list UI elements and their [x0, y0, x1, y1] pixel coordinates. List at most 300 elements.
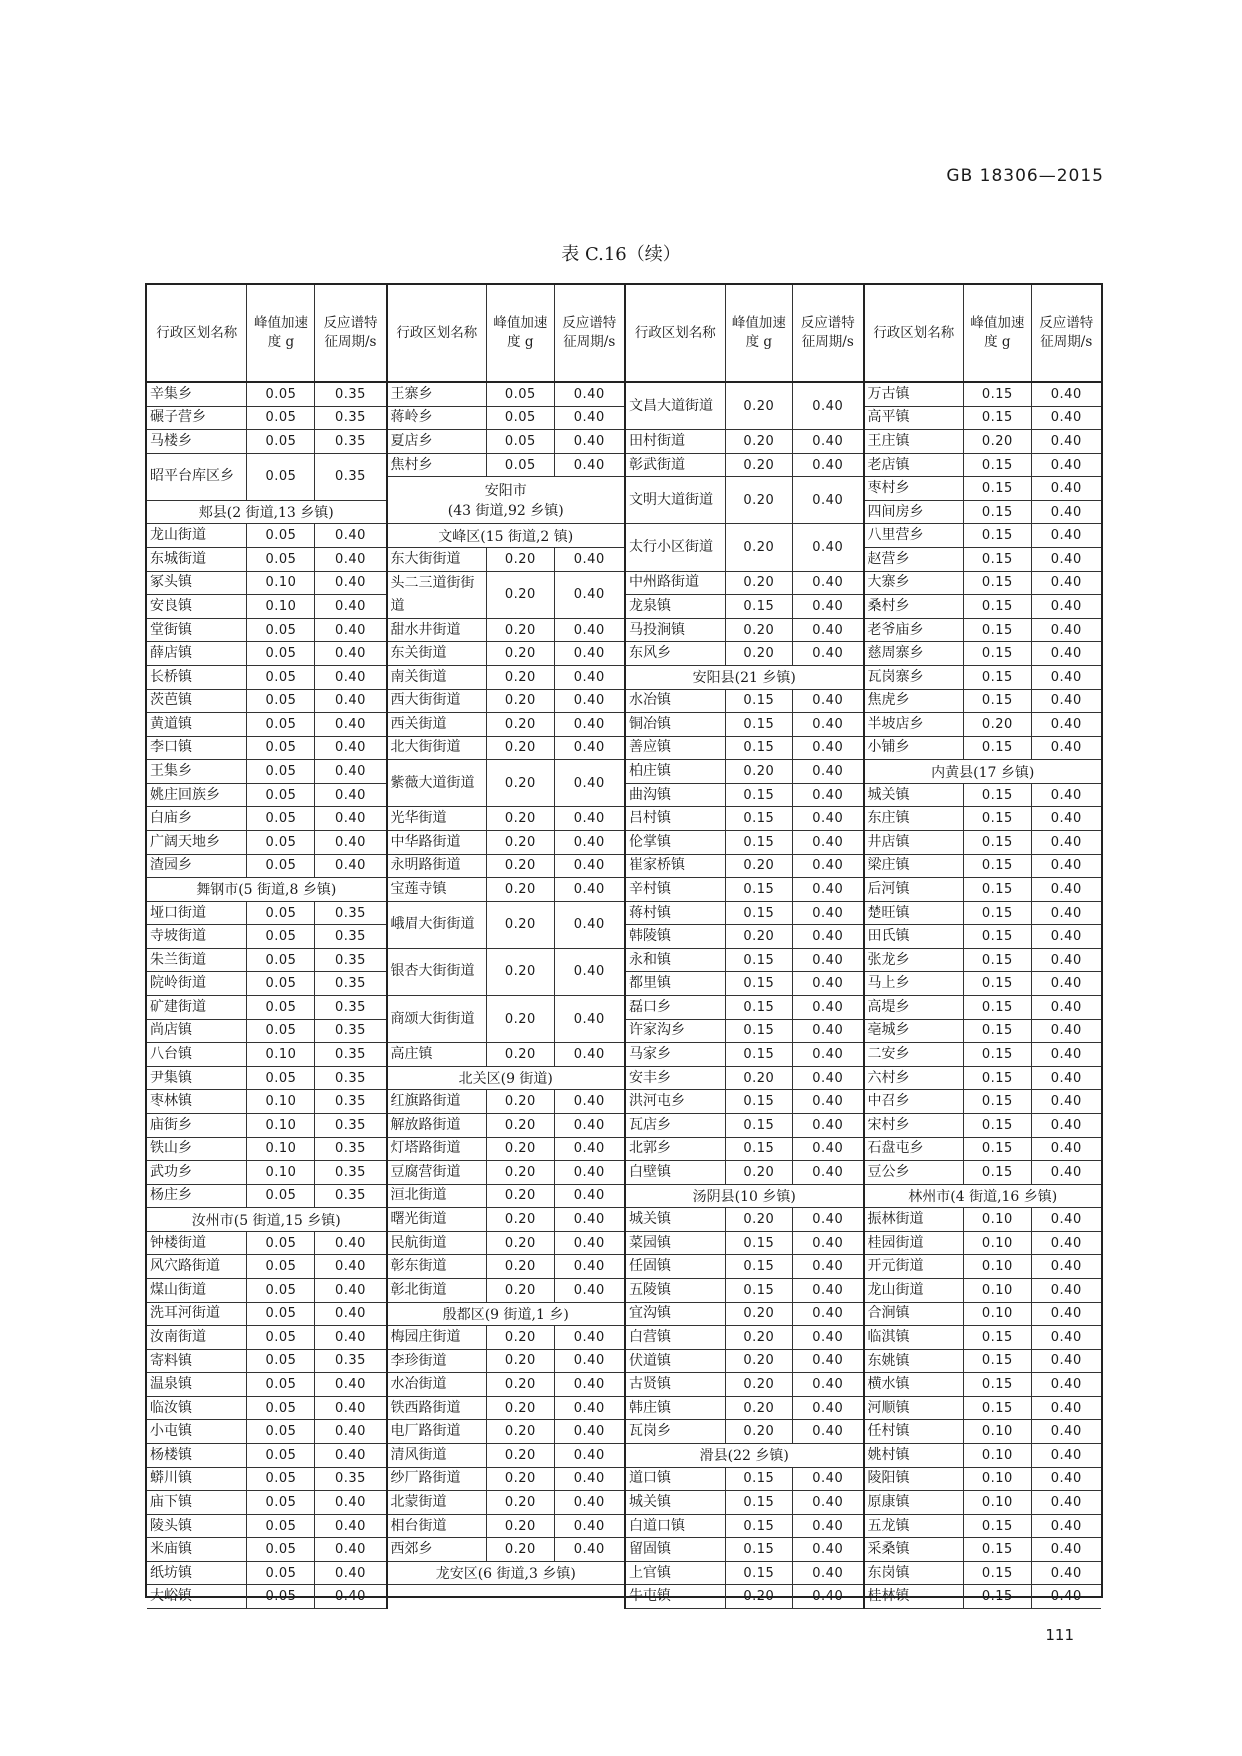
peak-acceleration: 0.20	[725, 1420, 792, 1443]
peak-acceleration: 0.05	[246, 996, 314, 1019]
characteristic-period: 0.40	[314, 1420, 385, 1443]
region-name: 临淇镇	[867, 1328, 910, 1345]
characteristic-period: 0.40	[1031, 1232, 1101, 1255]
table-row	[388, 548, 625, 572]
peak-acceleration: 0.15	[963, 1350, 1030, 1373]
characteristic-period: 0.40	[792, 1208, 862, 1231]
section-title: 龙安区(6 街道,3 乡镇)	[435, 1566, 576, 1583]
table-row	[626, 524, 863, 571]
region-name: 银杏大街街道	[390, 963, 475, 980]
region-name: 灯塔路街道	[390, 1140, 461, 1157]
peak-acceleration: 0.15	[725, 902, 792, 925]
characteristic-period: 0.40	[1031, 737, 1101, 760]
region-name: 院岭街道	[150, 975, 206, 992]
table-row	[626, 878, 863, 902]
table-row	[147, 690, 386, 714]
table-row	[388, 1350, 625, 1374]
characteristic-period: 0.35	[314, 925, 385, 948]
characteristic-period: 0.40	[554, 996, 624, 1042]
peak-acceleration: 0.05	[246, 1397, 314, 1420]
region-name: 伦掌镇	[629, 833, 671, 850]
peak-acceleration: 0.15	[725, 713, 792, 736]
region-name: 铜冶镇	[629, 715, 671, 732]
table-header	[147, 285, 386, 383]
table-row	[865, 1114, 1102, 1138]
characteristic-period: 0.40	[314, 831, 385, 854]
characteristic-period: 0.40	[1031, 619, 1101, 642]
characteristic-period: 0.40	[554, 1468, 624, 1491]
region-name: 韩庄镇	[629, 1399, 671, 1416]
peak-acceleration: 0.15	[963, 690, 1030, 713]
page-number: 111	[1045, 1626, 1074, 1644]
table-row	[147, 831, 386, 855]
peak-acceleration: 0.20	[486, 619, 553, 642]
peak-acceleration: 0.20	[725, 1161, 792, 1184]
section-title: 殷都区(9 街道,1 乡)	[442, 1306, 569, 1323]
region-name: 安良镇	[150, 598, 192, 614]
region-name: 崔家桥镇	[629, 857, 685, 874]
region-name: 堂街镇	[150, 621, 192, 638]
table-row	[147, 1138, 386, 1162]
peak-acceleration: 0.05	[246, 1279, 314, 1302]
region-name: 任固镇	[629, 1258, 671, 1275]
region-name: 李口镇	[150, 739, 192, 756]
characteristic-period: 0.40	[314, 690, 385, 713]
table-row	[388, 619, 625, 643]
characteristic-period: 0.40	[554, 1185, 624, 1208]
peak-acceleration: 0.15	[725, 1468, 792, 1491]
region-name: 任村镇	[867, 1423, 910, 1440]
region-name: 城关镇	[867, 786, 910, 803]
characteristic-period: 0.40	[314, 1255, 385, 1278]
characteristic-period: 0.40	[1031, 572, 1101, 595]
characteristic-period: 0.40	[554, 902, 624, 948]
peak-acceleration: 0.05	[246, 690, 314, 713]
region-name: 瓦岗乡	[629, 1423, 671, 1440]
peak-acceleration: 0.10	[246, 1114, 314, 1137]
table-row	[388, 1326, 625, 1350]
table-row	[147, 713, 386, 737]
peak-acceleration: 0.20	[486, 1397, 553, 1420]
table-row	[626, 1397, 863, 1421]
region-name: 太行小区街道	[629, 539, 713, 556]
table-row	[626, 1090, 863, 1114]
section-title: 内黄县(17 乡镇)	[931, 764, 1035, 781]
header-period: 反应谱特征周期/s	[792, 285, 862, 381]
characteristic-period: 0.40	[1031, 1420, 1101, 1443]
peak-acceleration: 0.20	[486, 878, 553, 901]
characteristic-period: 0.35	[314, 430, 385, 453]
characteristic-period: 0.40	[314, 784, 385, 807]
region-name: 后河镇	[867, 880, 910, 897]
peak-acceleration: 0.15	[963, 1114, 1030, 1137]
table-row	[865, 642, 1102, 666]
peak-acceleration: 0.15	[963, 524, 1030, 547]
region-name: 梁庄镇	[867, 857, 910, 874]
characteristic-period: 0.40	[554, 855, 624, 878]
characteristic-period: 0.40	[554, 642, 624, 665]
characteristic-period: 0.40	[1031, 713, 1101, 736]
peak-acceleration: 0.20	[725, 760, 792, 783]
region-name: 白庙乡	[150, 810, 192, 827]
peak-acceleration: 0.15	[725, 784, 792, 807]
region-name: 曲沟镇	[629, 786, 671, 803]
table-row	[147, 1373, 386, 1397]
table-row	[388, 902, 625, 949]
table-row	[388, 1138, 625, 1162]
peak-acceleration: 0.20	[725, 477, 792, 523]
peak-acceleration: 0.15	[725, 1562, 792, 1585]
characteristic-period: 0.40	[314, 1538, 385, 1561]
section-row	[388, 477, 625, 524]
characteristic-period: 0.40	[1031, 1350, 1101, 1373]
characteristic-period: 0.40	[1031, 1326, 1101, 1349]
peak-acceleration: 0.15	[963, 1020, 1030, 1043]
region-name: 垭口街道	[150, 904, 206, 921]
characteristic-period: 0.40	[792, 855, 862, 878]
characteristic-period: 0.40	[1031, 925, 1101, 948]
table-row	[388, 713, 625, 737]
region-name: 西大街街道	[390, 692, 461, 709]
region-name: 钟楼街道	[150, 1234, 206, 1251]
table-row	[147, 996, 386, 1020]
region-name: 薛店镇	[150, 645, 192, 662]
peak-acceleration: 0.15	[725, 1491, 792, 1514]
table-row	[626, 737, 863, 761]
table-row	[388, 949, 625, 996]
peak-acceleration: 0.15	[725, 1114, 792, 1137]
characteristic-period: 0.40	[314, 1562, 385, 1585]
peak-acceleration: 0.15	[963, 1067, 1030, 1090]
peak-acceleration: 0.20	[486, 1232, 553, 1255]
peak-acceleration: 0.20	[486, 548, 553, 571]
peak-acceleration: 0.20	[486, 996, 553, 1042]
table-row	[626, 902, 863, 926]
peak-acceleration: 0.05	[246, 1562, 314, 1585]
table-row	[865, 690, 1102, 714]
peak-acceleration: 0.20	[486, 760, 553, 806]
table-row	[147, 619, 386, 643]
table-row	[388, 1538, 625, 1562]
peak-acceleration: 0.15	[725, 1255, 792, 1278]
table-row	[147, 595, 386, 619]
peak-acceleration: 0.20	[963, 713, 1030, 736]
characteristic-period: 0.40	[792, 784, 862, 807]
characteristic-period: 0.40	[792, 1373, 862, 1396]
table-row	[626, 1468, 863, 1492]
peak-acceleration: 0.05	[246, 972, 314, 995]
peak-acceleration: 0.05	[246, 1067, 314, 1090]
region-name: 龙山街道	[867, 1281, 924, 1298]
table-row	[626, 1067, 863, 1091]
peak-acceleration: 0.20	[486, 1208, 553, 1231]
peak-acceleration: 0.15	[725, 949, 792, 972]
table-row	[626, 454, 863, 478]
peak-acceleration: 0.15	[963, 454, 1030, 477]
peak-acceleration: 0.20	[486, 666, 553, 689]
table-row	[388, 1090, 625, 1114]
characteristic-period: 0.40	[314, 713, 385, 736]
section-row	[388, 1562, 625, 1586]
region-name: 冢头镇	[150, 574, 192, 591]
region-name: 洹北街道	[390, 1187, 447, 1204]
peak-acceleration: 0.15	[963, 831, 1030, 854]
section-title: 舞钢市(5 街道,8 乡镇)	[196, 882, 337, 899]
peak-acceleration: 0.20	[725, 524, 792, 570]
region-name: 姚庄回族乡	[150, 786, 220, 803]
region-name: 光华街道	[390, 810, 447, 827]
peak-acceleration: 0.05	[486, 430, 553, 453]
peak-acceleration: 0.15	[963, 737, 1030, 760]
table-row	[147, 1303, 386, 1327]
peak-acceleration: 0.20	[725, 1303, 792, 1326]
peak-acceleration: 0.05	[246, 1185, 314, 1208]
characteristic-period: 0.40	[1031, 949, 1101, 972]
peak-acceleration: 0.15	[725, 1515, 792, 1538]
table-row	[147, 925, 386, 949]
peak-acceleration: 0.20	[725, 1326, 792, 1349]
region-name: 彰北街道	[390, 1281, 447, 1298]
peak-acceleration: 0.20	[486, 1420, 553, 1443]
peak-acceleration: 0.20	[725, 1350, 792, 1373]
region-name: 蟒川镇	[150, 1470, 192, 1487]
table-row	[865, 1208, 1102, 1232]
peak-acceleration: 0.20	[486, 1444, 553, 1467]
peak-acceleration: 0.05	[246, 383, 314, 406]
peak-acceleration: 0.20	[486, 1515, 553, 1538]
region-name: 水冶街道	[390, 1376, 447, 1393]
peak-acceleration: 0.15	[725, 1279, 792, 1302]
region-name: 曙光街道	[390, 1211, 447, 1228]
table-row	[626, 572, 863, 596]
characteristic-period: 0.40	[792, 1067, 862, 1090]
region-name: 纸坊镇	[150, 1564, 192, 1581]
region-name: 上官镇	[629, 1564, 671, 1581]
characteristic-period: 0.40	[554, 1208, 624, 1231]
peak-acceleration: 0.15	[963, 548, 1030, 571]
table-row	[147, 1043, 386, 1067]
region-name: 民航街道	[390, 1234, 447, 1251]
characteristic-period: 0.40	[314, 619, 385, 642]
table-row	[865, 595, 1102, 619]
table-row	[388, 831, 625, 855]
region-name: 米庙镇	[150, 1541, 192, 1558]
region-name: 煤山街道	[150, 1281, 206, 1298]
peak-acceleration: 0.20	[486, 1326, 553, 1349]
characteristic-period: 0.40	[1031, 407, 1101, 430]
table-row	[865, 1090, 1102, 1114]
characteristic-period: 0.40	[792, 972, 862, 995]
table-row	[626, 1279, 863, 1303]
region-name: 马家乡	[629, 1045, 671, 1062]
characteristic-period: 0.40	[792, 760, 862, 783]
peak-acceleration: 0.20	[486, 642, 553, 665]
region-name: 铁西路街道	[390, 1399, 461, 1416]
region-name: 安丰乡	[629, 1069, 671, 1086]
peak-acceleration: 0.05	[486, 454, 553, 477]
region-name: 道口镇	[629, 1470, 671, 1487]
section-row	[147, 501, 386, 525]
table-block-2	[386, 285, 625, 1609]
peak-acceleration: 0.20	[725, 1067, 792, 1090]
region-name: 豆公乡	[867, 1163, 910, 1180]
peak-acceleration: 0.20	[725, 1397, 792, 1420]
peak-acceleration: 0.15	[963, 642, 1030, 665]
characteristic-period: 0.40	[554, 666, 624, 689]
header-period: 反应谱特征周期/s	[554, 285, 624, 381]
table-row	[626, 1232, 863, 1256]
table-row	[865, 902, 1102, 926]
table-row	[388, 760, 625, 807]
characteristic-period: 0.40	[792, 477, 862, 523]
region-name: 韩陵镇	[629, 928, 671, 945]
table-row	[388, 642, 625, 666]
peak-acceleration: 0.15	[725, 690, 792, 713]
table-row	[865, 1420, 1102, 1444]
peak-acceleration: 0.20	[486, 690, 553, 713]
table-row	[147, 1161, 386, 1185]
table-row	[865, 1562, 1102, 1586]
region-name: 枣林镇	[150, 1093, 192, 1110]
peak-acceleration: 0.10	[246, 1161, 314, 1184]
section-title: 安阳县(21 乡镇)	[692, 670, 796, 687]
characteristic-period: 0.40	[1031, 1161, 1101, 1184]
region-name: 枣村乡	[867, 480, 910, 497]
characteristic-period: 0.40	[792, 1420, 862, 1443]
region-name: 陵阳镇	[867, 1470, 910, 1487]
peak-acceleration: 0.05	[246, 1420, 314, 1443]
region-name: 东城街道	[150, 550, 206, 567]
table-row	[388, 1468, 625, 1492]
region-name: 赵营乡	[867, 550, 910, 567]
characteristic-period: 0.35	[314, 1185, 385, 1208]
region-name: 横水镇	[867, 1376, 910, 1393]
table-row	[865, 1232, 1102, 1256]
table-row	[626, 477, 863, 524]
peak-acceleration: 0.15	[963, 1090, 1030, 1113]
table-row	[388, 1114, 625, 1138]
region-name: 梅园庄街道	[390, 1328, 461, 1345]
table-row	[147, 902, 386, 926]
table-row	[388, 430, 625, 454]
peak-acceleration: 0.05	[246, 1326, 314, 1349]
region-name: 辛集乡	[150, 385, 192, 402]
peak-acceleration: 0.05	[246, 454, 314, 500]
characteristic-period: 0.40	[1031, 501, 1101, 524]
region-name: 辛村镇	[629, 880, 671, 897]
characteristic-period: 0.40	[554, 1279, 624, 1302]
region-name: 老店镇	[867, 456, 910, 473]
region-name: 宝莲寺镇	[390, 880, 447, 897]
region-name: 田氏镇	[867, 928, 910, 945]
region-name: 桂园街道	[867, 1234, 924, 1251]
region-name: 白道口镇	[629, 1517, 685, 1534]
peak-acceleration: 0.15	[963, 501, 1030, 524]
table-row	[147, 572, 386, 596]
characteristic-period: 0.35	[314, 996, 385, 1019]
peak-acceleration: 0.10	[246, 572, 314, 595]
peak-acceleration: 0.05	[246, 760, 314, 783]
table-row	[388, 690, 625, 714]
table-row	[147, 1397, 386, 1421]
peak-acceleration: 0.20	[725, 383, 792, 429]
peak-acceleration: 0.20	[725, 1585, 792, 1608]
header-pga: 峰值加速度 g	[725, 285, 792, 381]
peak-acceleration: 0.20	[725, 1208, 792, 1231]
characteristic-period: 0.40	[554, 1161, 624, 1184]
peak-acceleration: 0.20	[486, 1468, 553, 1491]
peak-acceleration: 0.05	[246, 1538, 314, 1561]
table-row	[626, 1326, 863, 1350]
region-name: 善应镇	[629, 739, 671, 756]
characteristic-period: 0.40	[792, 831, 862, 854]
table-row	[865, 737, 1102, 761]
peak-acceleration: 0.15	[963, 949, 1030, 972]
characteristic-period: 0.40	[1031, 666, 1101, 689]
peak-acceleration: 0.15	[725, 1538, 792, 1561]
characteristic-period: 0.40	[554, 1515, 624, 1538]
peak-acceleration: 0.20	[486, 572, 553, 618]
peak-acceleration: 0.10	[963, 1279, 1030, 1302]
table-row	[865, 1585, 1102, 1609]
region-name: 商颂大街街道	[390, 1010, 475, 1027]
table-row	[147, 524, 386, 548]
region-name: 中召乡	[867, 1093, 910, 1110]
header-period: 反应谱特征周期/s	[1031, 285, 1101, 381]
region-name: 吕村镇	[629, 810, 671, 827]
header-pga: 峰值加速度 g	[486, 285, 553, 381]
peak-acceleration: 0.15	[963, 572, 1030, 595]
characteristic-period: 0.40	[792, 1350, 862, 1373]
region-name: 温泉镇	[150, 1376, 192, 1393]
peak-acceleration: 0.20	[725, 572, 792, 595]
table-row	[388, 1491, 625, 1515]
peak-acceleration: 0.15	[963, 407, 1030, 430]
table-row	[147, 454, 386, 501]
section-title: 郏县(2 街道,13 乡镇)	[198, 505, 334, 522]
table-row	[626, 996, 863, 1020]
characteristic-period: 0.40	[554, 383, 624, 406]
characteristic-period: 0.40	[1031, 1515, 1101, 1538]
characteristic-period: 0.40	[792, 454, 862, 477]
table-row	[147, 1538, 386, 1562]
characteristic-period: 0.40	[1031, 1255, 1101, 1278]
table-row	[626, 1043, 863, 1067]
table-row	[388, 996, 625, 1043]
peak-acceleration: 0.15	[963, 1326, 1030, 1349]
region-name: 碾子营乡	[150, 409, 206, 426]
region-name: 大寨乡	[867, 574, 910, 591]
peak-acceleration: 0.05	[246, 430, 314, 453]
table-row	[147, 1232, 386, 1256]
table-row	[865, 831, 1102, 855]
table-row	[626, 760, 863, 784]
table-row	[865, 619, 1102, 643]
peak-acceleration: 0.05	[246, 1255, 314, 1278]
peak-acceleration: 0.10	[963, 1255, 1030, 1278]
region-name: 五龙镇	[867, 1517, 910, 1534]
peak-acceleration: 0.15	[963, 666, 1030, 689]
peak-acceleration: 0.20	[725, 855, 792, 878]
characteristic-period: 0.40	[792, 1397, 862, 1420]
table-row	[147, 855, 386, 879]
table-row	[388, 454, 625, 478]
region-name: 留固镇	[629, 1541, 671, 1558]
table-header	[865, 285, 1102, 383]
table-row	[388, 1232, 625, 1256]
characteristic-period: 0.40	[1031, 784, 1101, 807]
characteristic-period: 0.40	[314, 524, 385, 547]
